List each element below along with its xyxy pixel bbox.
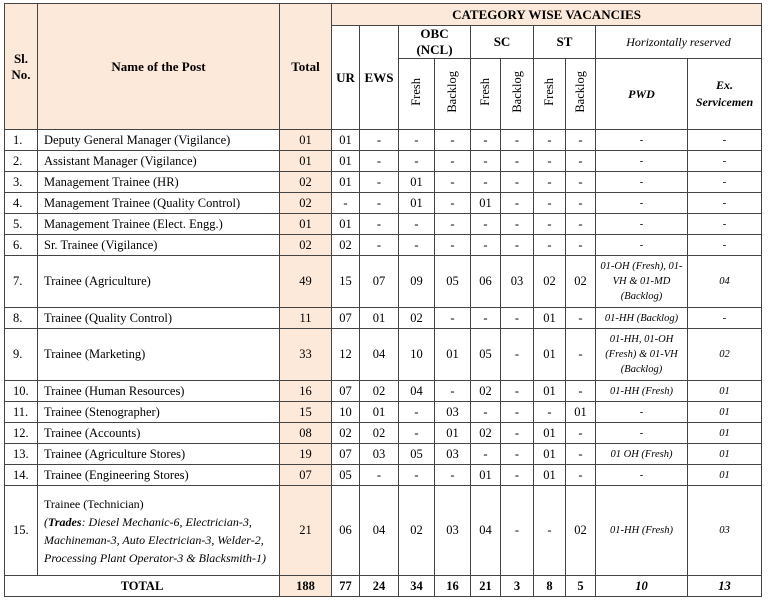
row-obc-fresh: -: [399, 465, 435, 486]
row-ews: 03: [360, 444, 399, 465]
row-obc-fresh: 02: [399, 308, 435, 329]
row-ex-servicemen: -: [688, 172, 762, 193]
row-total: 07: [280, 465, 332, 486]
row-obc-fresh: 01: [399, 172, 435, 193]
row-ur: 01: [332, 172, 360, 193]
row-sc-backlog: -: [501, 423, 534, 444]
table-row: [5, 172, 762, 193]
row-sc-fresh: -: [471, 172, 501, 193]
row-ex-servicemen: 02: [688, 329, 762, 381]
row-pwd: -: [596, 172, 688, 193]
row-obc-backlog: -: [435, 214, 471, 235]
row-obc-fresh: 05: [399, 444, 435, 465]
row-ex-servicemen: 03: [688, 486, 762, 576]
row-sc-fresh: -: [471, 214, 501, 235]
row-obc-fresh: 09: [399, 256, 435, 308]
st-header: ST: [534, 26, 596, 59]
row-obc-fresh: -: [399, 151, 435, 172]
row-pwd: 01-HH (Fresh): [596, 486, 688, 576]
row-obc-backlog: 01: [435, 329, 471, 381]
ur-header: UR: [332, 26, 360, 130]
total-st-backlog: 5: [566, 576, 596, 597]
row-sl: 12.: [5, 423, 38, 444]
row-sc-fresh: -: [471, 235, 501, 256]
row-obc-backlog: 01: [435, 423, 471, 444]
row-st-backlog: -: [566, 308, 596, 329]
row-total: 02: [280, 172, 332, 193]
row-ex-servicemen: -: [688, 214, 762, 235]
row-ex-servicemen: 04: [688, 256, 762, 308]
row-total: 21: [280, 486, 332, 576]
row-st-backlog: 02: [566, 486, 596, 576]
row-sc-fresh: -: [471, 444, 501, 465]
row-sc-backlog: -: [501, 486, 534, 576]
row-sc-backlog: -: [501, 193, 534, 214]
row-ur: 10: [332, 402, 360, 423]
row-sl: 8.: [5, 308, 38, 329]
row-ur: 15: [332, 256, 360, 308]
row-ur: 01: [332, 130, 360, 151]
row-st-fresh: 01: [534, 308, 566, 329]
row-ews: 04: [360, 329, 399, 381]
row-sc-backlog: 03: [501, 256, 534, 308]
row-total: 19: [280, 444, 332, 465]
row-total: 02: [280, 235, 332, 256]
post-name-text: Trainee (Technician): [44, 496, 144, 511]
row-ex-servicemen: 01: [688, 423, 762, 444]
row-st-backlog: -: [566, 465, 596, 486]
row-total: 33: [280, 329, 332, 381]
row-ews: -: [360, 172, 399, 193]
row-total: 11: [280, 308, 332, 329]
row-sl: 11.: [5, 402, 38, 423]
row-obc-backlog: -: [435, 151, 471, 172]
row-ews: 02: [360, 423, 399, 444]
row-obc-backlog: -: [435, 172, 471, 193]
row-ur: 07: [332, 444, 360, 465]
row-obc-fresh: -: [399, 402, 435, 423]
table-row: [5, 402, 762, 423]
st-fresh-header: Fresh: [542, 78, 556, 106]
grand-total: 188: [280, 576, 332, 597]
total-ex-servicemen: 13: [688, 576, 762, 597]
total-sc-fresh: 21: [471, 576, 501, 597]
table-row: [5, 130, 762, 151]
row-sc-backlog: -: [501, 214, 534, 235]
row-post-name: Trainee (Quality Control): [38, 308, 280, 329]
row-sl: 9.: [5, 329, 38, 381]
row-total: 08: [280, 423, 332, 444]
row-obc-backlog: -: [435, 235, 471, 256]
row-st-backlog: -: [566, 423, 596, 444]
ews-header: EWS: [360, 26, 399, 130]
row-st-fresh: 01: [534, 465, 566, 486]
row-ews: 01: [360, 402, 399, 423]
table-row: [5, 423, 762, 444]
row-pwd: 01-HH (Fresh): [596, 381, 688, 402]
row-sc-fresh: 04: [471, 486, 501, 576]
row-st-backlog: -: [566, 444, 596, 465]
row-obc-fresh: -: [399, 214, 435, 235]
row-st-backlog: -: [566, 329, 596, 381]
row-post-name: Management Trainee (HR): [38, 172, 280, 193]
trades-open-paren: (: [44, 514, 48, 529]
row-ex-servicemen: -: [688, 235, 762, 256]
row-obc-backlog: 03: [435, 486, 471, 576]
row-ews: 02: [360, 381, 399, 402]
row-ex-servicemen: -: [688, 193, 762, 214]
row-sc-fresh: 06: [471, 256, 501, 308]
row-sl: 13.: [5, 444, 38, 465]
row-obc-backlog: -: [435, 308, 471, 329]
row-total: 49: [280, 256, 332, 308]
trades-label: Trades: [48, 514, 82, 529]
row-sc-backlog: -: [501, 381, 534, 402]
table-row: [5, 444, 762, 465]
row-st-backlog: 01: [566, 402, 596, 423]
row-ex-servicemen: -: [688, 151, 762, 172]
row-sc-backlog: -: [501, 235, 534, 256]
post-name-header: Name of the Post: [38, 4, 280, 130]
row-obc-backlog: -: [435, 381, 471, 402]
row-obc-backlog: 03: [435, 444, 471, 465]
table-row: [5, 193, 762, 214]
table-row: [5, 486, 762, 576]
row-sl: 7.: [5, 256, 38, 308]
st-backlog-header: Backlog: [573, 71, 587, 113]
row-total: 15: [280, 402, 332, 423]
row-pwd: -: [596, 214, 688, 235]
total-header: Total: [280, 4, 332, 130]
row-pwd: 01-OH (Fresh), 01-VH & 01-MD (Backlog): [596, 256, 688, 308]
row-ews: -: [360, 151, 399, 172]
row-pwd: -: [596, 193, 688, 214]
row-ur: 12: [332, 329, 360, 381]
row-obc-backlog: 03: [435, 402, 471, 423]
row-st-fresh: -: [534, 130, 566, 151]
row-st-fresh: -: [534, 235, 566, 256]
row-ews: -: [360, 193, 399, 214]
row-obc-backlog: -: [435, 193, 471, 214]
row-obc-fresh: 02: [399, 486, 435, 576]
total-obc-backlog: 16: [435, 576, 471, 597]
row-ur: 06: [332, 486, 360, 576]
row-post-name: Trainee (Marketing): [38, 329, 280, 381]
row-total: 01: [280, 130, 332, 151]
row-pwd: -: [596, 151, 688, 172]
row-obc-fresh: -: [399, 130, 435, 151]
row-ews: 07: [360, 256, 399, 308]
row-st-fresh: 01: [534, 423, 566, 444]
table-row: [5, 329, 762, 381]
row-ur: 05: [332, 465, 360, 486]
total-label: TOTAL: [5, 576, 280, 597]
row-ews: -: [360, 214, 399, 235]
row-sl: 3.: [5, 172, 38, 193]
row-ur: 01: [332, 151, 360, 172]
row-sc-fresh: 02: [471, 381, 501, 402]
row-ex-servicemen: -: [688, 308, 762, 329]
row-ews: 01: [360, 308, 399, 329]
row-post-name: Sr. Trainee (Vigilance): [38, 235, 280, 256]
row-obc-fresh: -: [399, 235, 435, 256]
table-row: [5, 235, 762, 256]
row-ews: 04: [360, 486, 399, 576]
row-st-backlog: -: [566, 151, 596, 172]
row-sc-backlog: -: [501, 130, 534, 151]
row-obc-backlog: -: [435, 130, 471, 151]
row-pwd: -: [596, 465, 688, 486]
total-pwd: 10: [596, 576, 688, 597]
row-pwd: 01 OH (Fresh): [596, 444, 688, 465]
row-st-backlog: 02: [566, 256, 596, 308]
sc-header: SC: [471, 26, 534, 59]
row-sc-fresh: 02: [471, 423, 501, 444]
row-pwd: -: [596, 130, 688, 151]
row-sl: 1.: [5, 130, 38, 151]
sl-no-header: Sl. No.: [5, 4, 38, 130]
row-pwd: -: [596, 402, 688, 423]
row-st-backlog: -: [566, 214, 596, 235]
row-ex-servicemen: 01: [688, 402, 762, 423]
table-row: [5, 256, 762, 308]
row-sc-backlog: -: [501, 402, 534, 423]
table-row: [5, 214, 762, 235]
total-st-fresh: 8: [534, 576, 566, 597]
row-post-name: Trainee (Human Resources): [38, 381, 280, 402]
row-sl: 15.: [5, 486, 38, 576]
row-st-fresh: -: [534, 486, 566, 576]
row-sl: 10.: [5, 381, 38, 402]
table-row: [5, 308, 762, 329]
row-ur: 07: [332, 308, 360, 329]
row-sc-backlog: -: [501, 172, 534, 193]
row-post-name: Deputy General Manager (Vigilance): [38, 130, 280, 151]
trades-list: : Diesel Mechanic-6, Electrician-3, Machineman-3, Auto Electrician-3, Welder-2, Processing Plant Operator-3 & Blacksmith-1): [44, 514, 266, 565]
row-obc-fresh: 04: [399, 381, 435, 402]
row-st-fresh: -: [534, 151, 566, 172]
row-total: 02: [280, 193, 332, 214]
row-post-name: Trainee (Stenographer): [38, 402, 280, 423]
sc-backlog-header: Backlog: [509, 71, 524, 113]
table-row: [5, 381, 762, 402]
row-st-fresh: 01: [534, 444, 566, 465]
row-ews: -: [360, 465, 399, 486]
row-pwd: -: [596, 423, 688, 444]
row-sc-fresh: -: [471, 130, 501, 151]
row-st-fresh: -: [534, 214, 566, 235]
row-ur: 07: [332, 381, 360, 402]
row-pwd: 01-HH (Backlog): [596, 308, 688, 329]
row-st-backlog: -: [566, 193, 596, 214]
total-ews: 24: [360, 576, 399, 597]
row-post-name: Assistant Manager (Vigilance): [38, 151, 280, 172]
row-ex-servicemen: 01: [688, 444, 762, 465]
category-wise-header: CATEGORY WISE VACANCIES: [332, 4, 762, 26]
row-st-backlog: -: [566, 381, 596, 402]
row-sc-backlog: -: [501, 444, 534, 465]
row-ews: -: [360, 130, 399, 151]
row-post-name: Management Trainee (Quality Control): [38, 193, 280, 214]
row-st-fresh: -: [534, 172, 566, 193]
row-pwd: -: [596, 235, 688, 256]
pwd-header: PWD: [596, 59, 688, 130]
obc-backlog-header: Backlog: [445, 71, 459, 113]
row-post-name: Trainee (Agriculture): [38, 256, 280, 308]
row-post-name: Trainee (Accounts): [38, 423, 280, 444]
row-st-fresh: 01: [534, 329, 566, 381]
row-ex-servicemen: 01: [688, 381, 762, 402]
row-pwd: 01-HH, 01-OH (Fresh) & 01-VH (Backlog): [596, 329, 688, 381]
row-ex-servicemen: -: [688, 130, 762, 151]
row-obc-backlog: 05: [435, 256, 471, 308]
row-sc-fresh: -: [471, 402, 501, 423]
row-sc-backlog: -: [501, 465, 534, 486]
row-sc-fresh: 05: [471, 329, 501, 381]
total-sc-backlog: 3: [501, 576, 534, 597]
table-row: [5, 151, 762, 172]
vacancy-table: [4, 3, 762, 597]
total-ur: 77: [332, 576, 360, 597]
row-post-name: Trainee (Agriculture Stores): [38, 444, 280, 465]
row-st-fresh: -: [534, 402, 566, 423]
table-row: [5, 465, 762, 486]
row-total: 01: [280, 214, 332, 235]
row-ews: -: [360, 235, 399, 256]
row-sl: 6.: [5, 235, 38, 256]
total-row: [5, 576, 762, 597]
row-total: 16: [280, 381, 332, 402]
row-st-backlog: -: [566, 235, 596, 256]
row-sc-backlog: -: [501, 151, 534, 172]
row-obc-fresh: 01: [399, 193, 435, 214]
total-obc-fresh: 34: [399, 576, 435, 597]
row-st-backlog: -: [566, 130, 596, 151]
row-sc-backlog: -: [501, 308, 534, 329]
row-obc-fresh: 10: [399, 329, 435, 381]
row-st-fresh: 02: [534, 256, 566, 308]
row-obc-backlog: -: [435, 465, 471, 486]
row-sl: 14.: [5, 465, 38, 486]
row-sl: 4.: [5, 193, 38, 214]
row-sc-fresh: -: [471, 151, 501, 172]
row-post-name: Management Trainee (Elect. Engg.): [38, 214, 280, 235]
obc-fresh-header: Fresh: [409, 78, 423, 106]
row-ur: 01: [332, 214, 360, 235]
row-obc-fresh: -: [399, 423, 435, 444]
row-sc-fresh: 01: [471, 193, 501, 214]
row-sc-fresh: -: [471, 308, 501, 329]
ex-servicemen-header: Ex. Servicemen: [688, 59, 762, 130]
row-sc-backlog: -: [501, 329, 534, 381]
row-ur: -: [332, 193, 360, 214]
horizontally-reserved-header: Horizontally reserved: [596, 26, 762, 59]
row-st-fresh: -: [534, 193, 566, 214]
row-ur: 02: [332, 423, 360, 444]
row-ur: 02: [332, 235, 360, 256]
row-post-name: Trainee (Engineering Stores): [38, 465, 280, 486]
row-sc-fresh: 01: [471, 465, 501, 486]
row-st-fresh: 01: [534, 381, 566, 402]
row-post-name: [38, 486, 280, 576]
row-sl: 5.: [5, 214, 38, 235]
obc-header: OBC (NCL): [399, 26, 471, 59]
row-st-backlog: -: [566, 172, 596, 193]
row-total: 01: [280, 151, 332, 172]
row-ex-servicemen: 01: [688, 465, 762, 486]
row-sl: 2.: [5, 151, 38, 172]
sc-fresh-header: Fresh: [478, 78, 492, 106]
